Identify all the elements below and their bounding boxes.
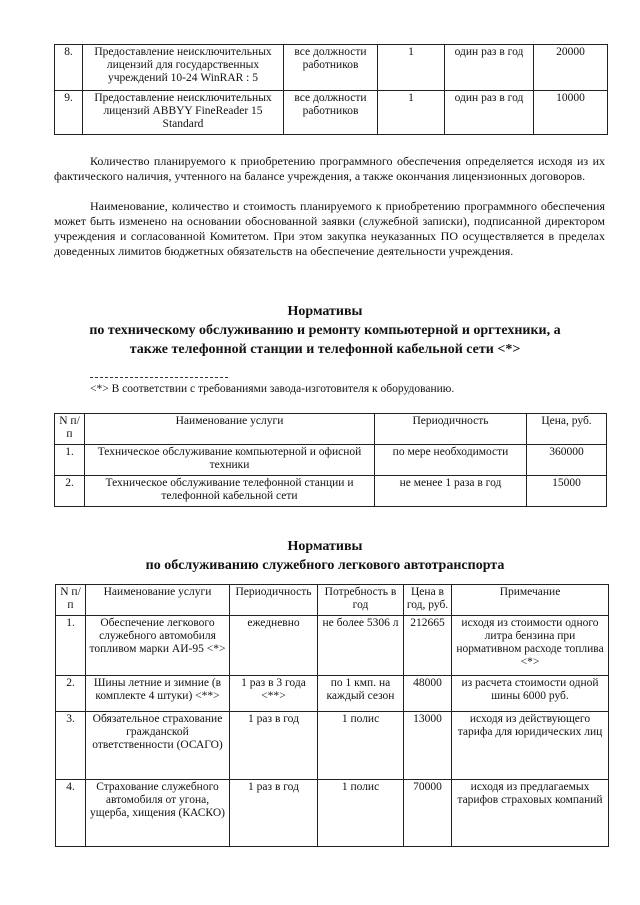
section1-subtitle: по техническому обслуживанию и ремонту компьютерной и оргтехники, а также телефонной станции и телефонной кабельной сети <*> (89, 323, 561, 357)
service-name: Техническое обслуживание компьютерной и офисной техники (85, 445, 375, 476)
row-number: 4. (56, 780, 86, 847)
table-header-row (56, 585, 609, 616)
periodicity: по мере необходимости (375, 445, 527, 476)
row-number: 2. (56, 676, 86, 712)
vehicle-service-table (55, 584, 609, 847)
header-price: Цена, руб. (527, 414, 607, 445)
service-name: Техническое обслуживание телефонной станции и телефонной кабельной сети (85, 476, 375, 507)
periodicity: ежедневно (230, 616, 318, 676)
periodicity: 1 раз в год (230, 780, 318, 847)
annual-need: не более 5306 л (318, 616, 404, 676)
header-num: N п/п (55, 414, 85, 445)
note: из расчета стоимости одной шины 6000 руб. (452, 676, 609, 712)
section2-subtitle: по обслуживанию служебного легкового автотранспорта (145, 558, 505, 573)
table-row (56, 676, 609, 712)
price: 13000 (404, 712, 452, 780)
row-number: 2. (55, 476, 85, 507)
header-num: N п/п (56, 585, 86, 616)
header-period: Периодичность (230, 585, 318, 616)
footnote-rule (90, 377, 228, 378)
software-licenses-table (54, 44, 608, 135)
table-row (56, 780, 609, 847)
price: 15000 (527, 476, 607, 507)
table-header-row (55, 414, 607, 445)
header-name: Наименование услуги (85, 414, 375, 445)
row-number: 1. (56, 616, 86, 676)
table-row (55, 476, 607, 507)
price: 360000 (527, 445, 607, 476)
price: 212665 (404, 616, 452, 676)
note: исходя из действующего тарифа для юридических лиц (452, 712, 609, 780)
row-number: 1. (55, 445, 85, 476)
positions: все должности работников (284, 45, 378, 91)
table-row (56, 712, 609, 780)
table-row (55, 91, 608, 135)
header-note: Примечание (452, 585, 609, 616)
price: 10000 (534, 91, 608, 135)
annual-need: 1 полис (318, 712, 404, 780)
license-name: Предоставление неисключительных лицензий ABBYY FineReader 15 Standard (83, 91, 284, 135)
periodicity: не менее 1 раза в год (375, 476, 527, 507)
positions: все должности работников (284, 91, 378, 135)
price: 70000 (404, 780, 452, 847)
footnote: <*> В соответствии с требованиями завода-изготовителя к оборудованию. (90, 383, 455, 395)
table-row (56, 616, 609, 676)
table-row (55, 445, 607, 476)
table-row (55, 45, 608, 91)
price: 48000 (404, 676, 452, 712)
row-number: 9. (55, 91, 83, 135)
service-name: Шины летние и зимние (в комплекте 4 штуки) <**> (86, 676, 230, 712)
note: исходя из предлагаемых тарифов страховых компаний (452, 780, 609, 847)
periodicity: 1 раз в 3 года <**> (230, 676, 318, 712)
price: 20000 (534, 45, 608, 91)
maintenance-table (54, 413, 607, 507)
service-name: Страхование служебного автомобиля от угона, ущерба, хищения (КАСКО) (86, 780, 230, 847)
row-number: 3. (56, 712, 86, 780)
service-name: Обязательное страхование гражданской ответственности (ОСАГО) (86, 712, 230, 780)
periodicity: 1 раз в год (230, 712, 318, 780)
paragraph-quantity: Количество планируемого к приобретению программного обеспечения определяется исходя из их фактического наличия, учтенного на балансе учреждения, а также окончания лицензионных договоров. (54, 154, 605, 183)
quantity: 1 (378, 45, 445, 91)
row-number: 8. (55, 45, 83, 91)
service-name: Обеспечение легкового служебного автомобиля топливом марки АИ-95 <*> (86, 616, 230, 676)
paragraph-changes: Наименование, количество и стоимость планируемого к приобретению программного обеспечения может быть изменено на основании обоснованной заявки (служебной записки), подписанной директором учреждения и согласованной Комитетом. При этом закупка неуказанных ПО осуществляется в пределах доведенных лимитов бюджетных обязательств на обеспечение деятельности учреждения. (54, 199, 605, 258)
header-name: Наименование услуги (86, 585, 230, 616)
annual-need: 1 полис (318, 780, 404, 847)
periodicity: один раз в год (445, 45, 534, 91)
quantity: 1 (378, 91, 445, 135)
periodicity: один раз в год (445, 91, 534, 135)
annual-need: по 1 кмп. на каждый сезон (318, 676, 404, 712)
section1-title: Нормативы (287, 304, 363, 319)
license-name: Предоставление неисключительных лицензий для государственных учреждений 10-24 WinRAR : 5 (83, 45, 284, 91)
header-need: Потребность в год (318, 585, 404, 616)
header-price: Цена в год, руб. (404, 585, 452, 616)
header-period: Периодичность (375, 414, 527, 445)
note: исходя из стоимости одного литра бензина при нормативном расходе топлива <*> (452, 616, 609, 676)
section2-title: Нормативы (287, 539, 363, 554)
